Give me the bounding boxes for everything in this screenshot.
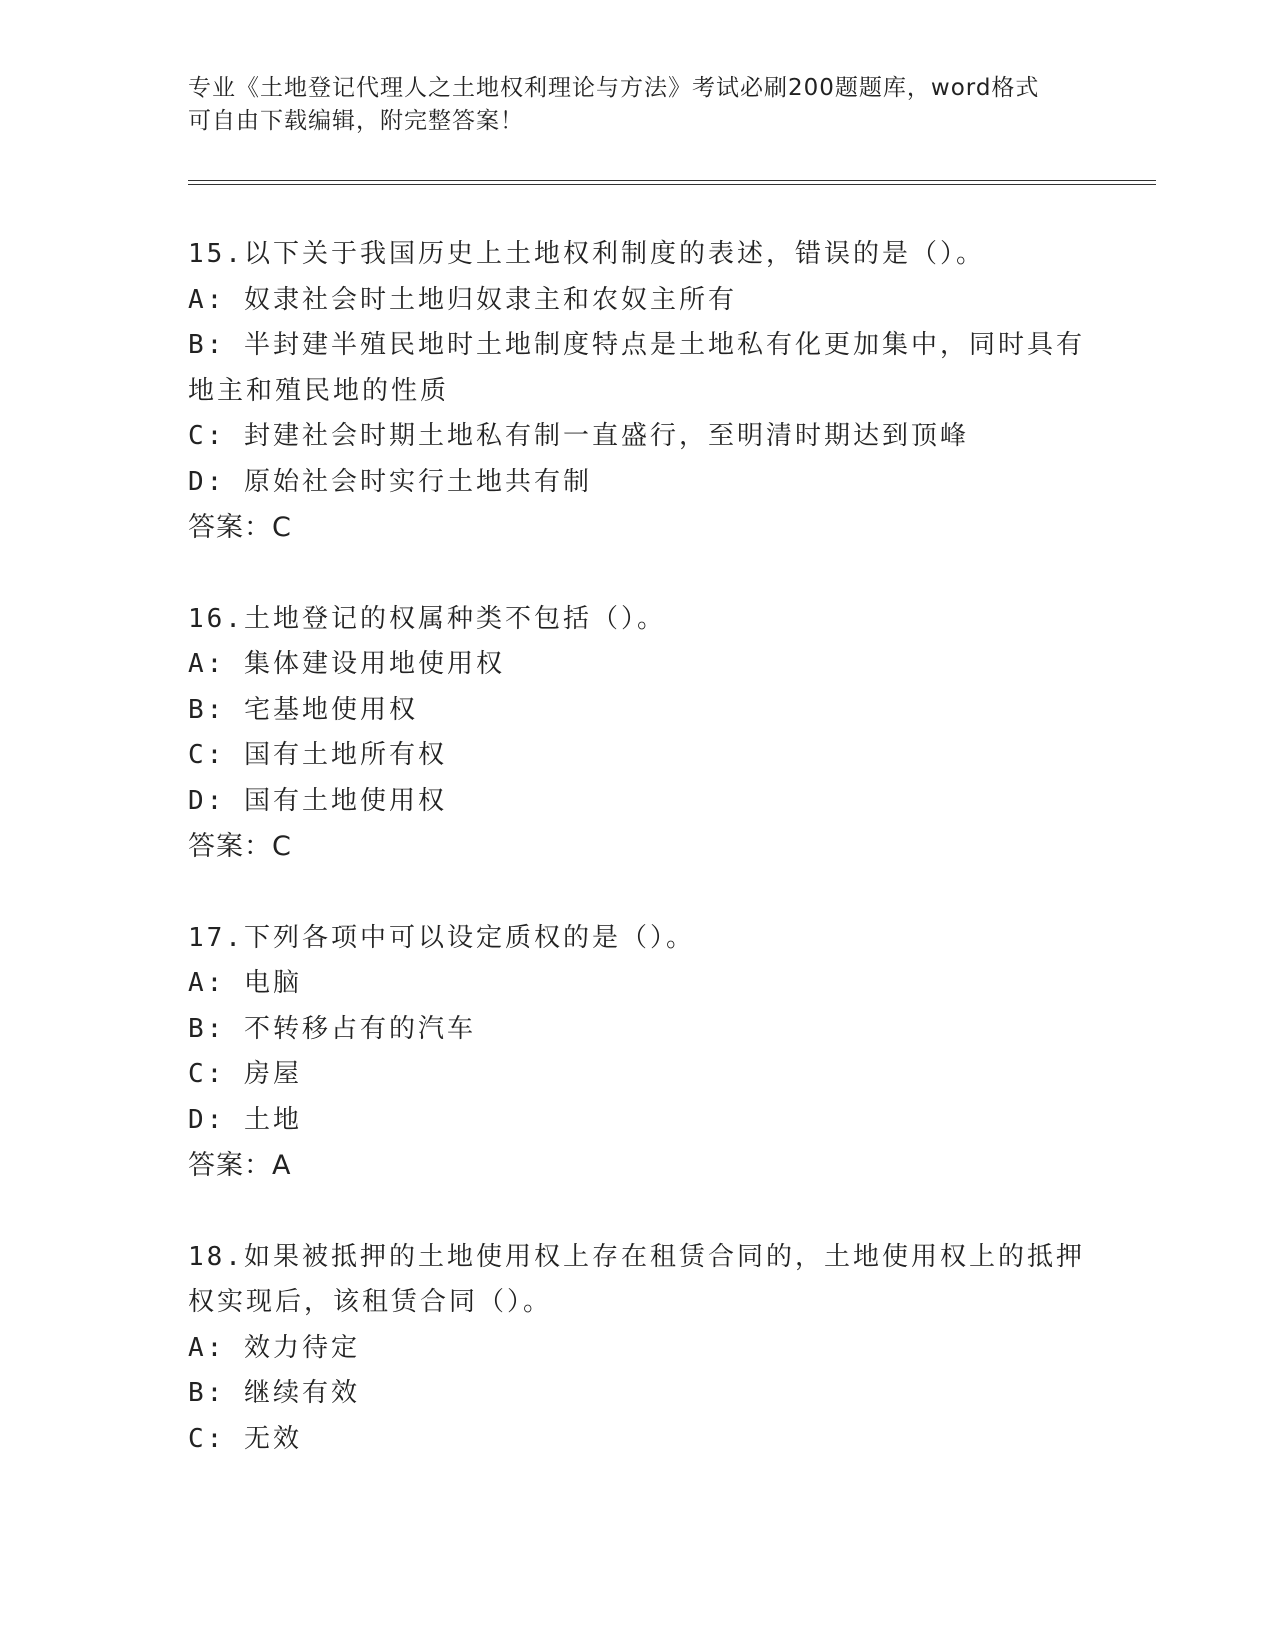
header-line-1: 专业《土地登记代理人之土地权利理论与方法》考试必刷200题题库，word格式 [188, 75, 1040, 101]
option-b: B: 半封建半殖民地时土地制度特点是土地私有化更加集中，同时具有地主和殖民地的性质 [188, 330, 1085, 406]
option-b: B: 不转移占有的汽车 [188, 1013, 476, 1044]
option-d: D: 土地 [188, 1104, 302, 1135]
question-16 [188, 597, 1088, 870]
option-c: C: 房屋 [188, 1059, 302, 1089]
option-c: C: 无效 [188, 1423, 302, 1454]
option-d: D: 国有土地使用权 [188, 785, 447, 816]
option-b: B: 宅基地使用权 [188, 694, 418, 725]
option-a: A: 奴隶社会时土地归奴隶主和农奴主所有 [188, 284, 737, 315]
header-line-2: 可自由下载编辑，附完整答案！ [188, 108, 524, 134]
question-stem: 17.下列各项中可以设定质权的是（）。 [188, 922, 695, 953]
question-stem: 15.以下关于我国历史上土地权利制度的表述，错误的是（）。 [188, 239, 985, 269]
option-b: B: 继续有效 [188, 1378, 360, 1408]
option-a: A: 效力待定 [188, 1332, 360, 1363]
answer: 答案：C [188, 831, 292, 862]
question-18 [188, 1235, 1088, 1463]
option-d: D: 原始社会时实行土地共有制 [188, 466, 592, 497]
option-a: A: 电脑 [188, 968, 302, 998]
question-stem: 16.土地登记的权属种类不包括（）。 [188, 603, 666, 634]
option-c: C: 封建社会时期土地私有制一直盛行，至明清时期达到顶峰 [188, 421, 969, 451]
answer: 答案：C [188, 512, 292, 543]
header-divider-top [188, 180, 1156, 181]
option-c: C: 国有土地所有权 [188, 740, 447, 770]
document-header [188, 72, 1088, 138]
question-15 [188, 232, 1088, 551]
question-list [188, 232, 1088, 1508]
answer: 答案：A [188, 1150, 292, 1181]
option-a: A: 集体建设用地使用权 [188, 649, 505, 679]
question-stem: 18.如果被抵押的土地使用权上存在租赁合同的，土地使用权上的抵押权实现后，该租赁合同（）。 [188, 1241, 1085, 1317]
header-divider-bottom [188, 184, 1156, 185]
question-17 [188, 916, 1088, 1189]
